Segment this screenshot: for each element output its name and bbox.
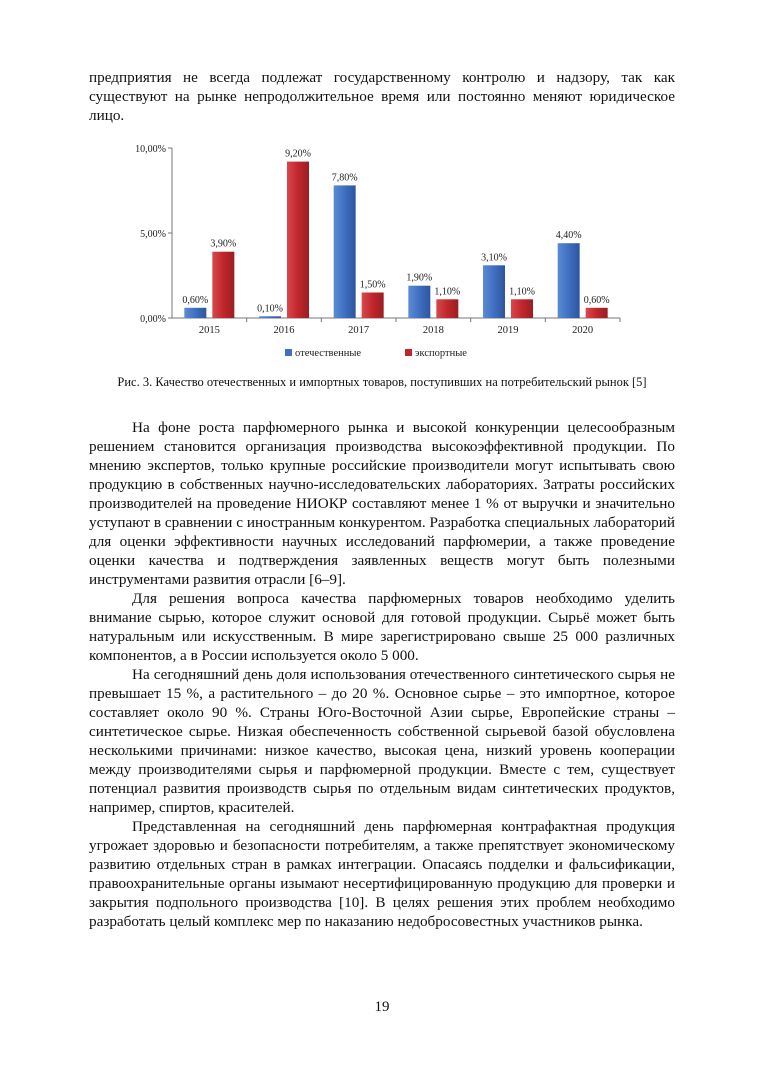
- paragraph-4: Представленная на сегодняшний день парфюмерная контрафактная продукция угрожает здоровью и безопасности потребителям, а также препятствует экономическому развитию отдельных стран в рамках интеграции. Опасаясь подделки и фальсификации, правоохранительные органы изымают несертифицированную продукцию для проверки и закрытия подпольного производства [10]. В целях решения этих проблем необходимо разработать целый комплекс мер по наказанию недобросовестных участников рынка.: [89, 818, 675, 930]
- data-label: 9,20%: [285, 148, 311, 160]
- data-label: 1,90%: [406, 272, 433, 284]
- bar-отечественные-2018: [408, 286, 430, 318]
- top-text: [89, 68, 675, 125]
- bar-экспортные-2016: [287, 162, 309, 318]
- bar-отечественные-2020: [558, 243, 580, 318]
- data-label: 4,40%: [555, 230, 582, 242]
- x-tick-label: 2016: [273, 325, 295, 336]
- y-tick-label: 0,00%: [140, 314, 166, 325]
- paragraph-2: Для решения вопроса качества парфюмерных товаров необходимо уделить внимание сырью, которое служит основой для готовой продукции. Сырьё может быть натуральным или искусственным. В мире зарегистрировано свыше 25 000 различных компонентов, а в России используется около 5 000.: [89, 590, 675, 664]
- bar-отечественные-2019: [483, 265, 505, 318]
- bar-экспортные-2015: [212, 252, 234, 318]
- bar-отечественные-2017: [334, 185, 356, 318]
- figure-chart: [100, 130, 660, 370]
- legend-label-экспортные: экспортные: [415, 348, 467, 359]
- data-label: 0,60%: [182, 294, 209, 306]
- bar-chart: [100, 130, 660, 370]
- data-label: 1,10%: [434, 286, 461, 298]
- x-tick-label: 2015: [198, 325, 220, 336]
- bar-отечественные-2015: [184, 308, 206, 318]
- x-tick-label: 2018: [422, 325, 444, 336]
- bar-экспортные-2020: [586, 308, 608, 318]
- data-label: 3,10%: [481, 252, 507, 264]
- figure-caption: Рис. 3. Качество отечественных и импортных товаров, поступивших на потребительский рынок [5]: [117, 375, 647, 389]
- data-label: 1,50%: [359, 279, 386, 291]
- paragraph-top: предприятия не всегда подлежат государственному контролю и надзору, так как существуют на рынке непродолжительное время или постоянно меняют юридическое лицо.: [89, 69, 675, 124]
- legend-swatch-экспортные: [405, 349, 412, 356]
- data-label: 0,60%: [583, 294, 610, 306]
- bar-экспортные-2018: [436, 299, 458, 318]
- paragraph-3: На сегодняшний день доля использования отечественного синтетического сырья не превышает 15 %, а растительного – до 20 %. Основное сырье – это импортное, которое составляет около 90 %. Страны Юго-Восточной Азии сырье, Европейские страны – синтетическое сырье. Низкая обеспеченность собственной сырьевой базой обусловлена несколькими причинами: низкое качество, высокая цена, низкий уровень кооперации между производителями сырья и парфюмерной продукции. Вместе с тем, существует потенциал развития производств сырья по отдельным видам синтетических продуктов, например, спиртов, красителей.: [89, 666, 675, 816]
- y-tick-label: 10,00%: [135, 144, 166, 155]
- data-label: 3,90%: [210, 238, 237, 250]
- legend-swatch-отечественные: [285, 349, 292, 356]
- bar-экспортные-2017: [362, 293, 384, 319]
- y-tick-label: 5,00%: [140, 229, 166, 240]
- x-tick-label: 2017: [348, 325, 370, 336]
- legend-label-отечественные: отечественные: [295, 348, 362, 359]
- page-number: 19: [374, 999, 390, 1015]
- paragraph-1: На фоне роста парфюмерного рынка и высокой конкуренции целесообразным решением становится организация производства высокоэффективной продукции. По мнению экспертов, только крупные российские производители могут испытывать свою продукцию в собственных научно-исследовательских лабораториях. Затраты российских производителей на проведение НИОКР составляют менее 1 % от выручки и значительно уступают в сравнении с иностранным конкурентом. Разработка специальных лабораторий для оценки эффективности научных исследований парфюмерии, а также проведение оценки качества и подтверждения заявленных веществ могут быть полезными инструментами развития отрасли [6–9].: [89, 419, 675, 588]
- body-text: [89, 418, 675, 931]
- x-tick-label: 2019: [497, 325, 519, 336]
- data-label: 7,80%: [331, 172, 358, 184]
- bar-экспортные-2019: [511, 299, 533, 318]
- bar-отечественные-2016: [259, 316, 281, 318]
- data-label: 0,10%: [257, 303, 283, 315]
- data-label: 1,10%: [509, 286, 535, 298]
- x-tick-label: 2020: [572, 325, 594, 336]
